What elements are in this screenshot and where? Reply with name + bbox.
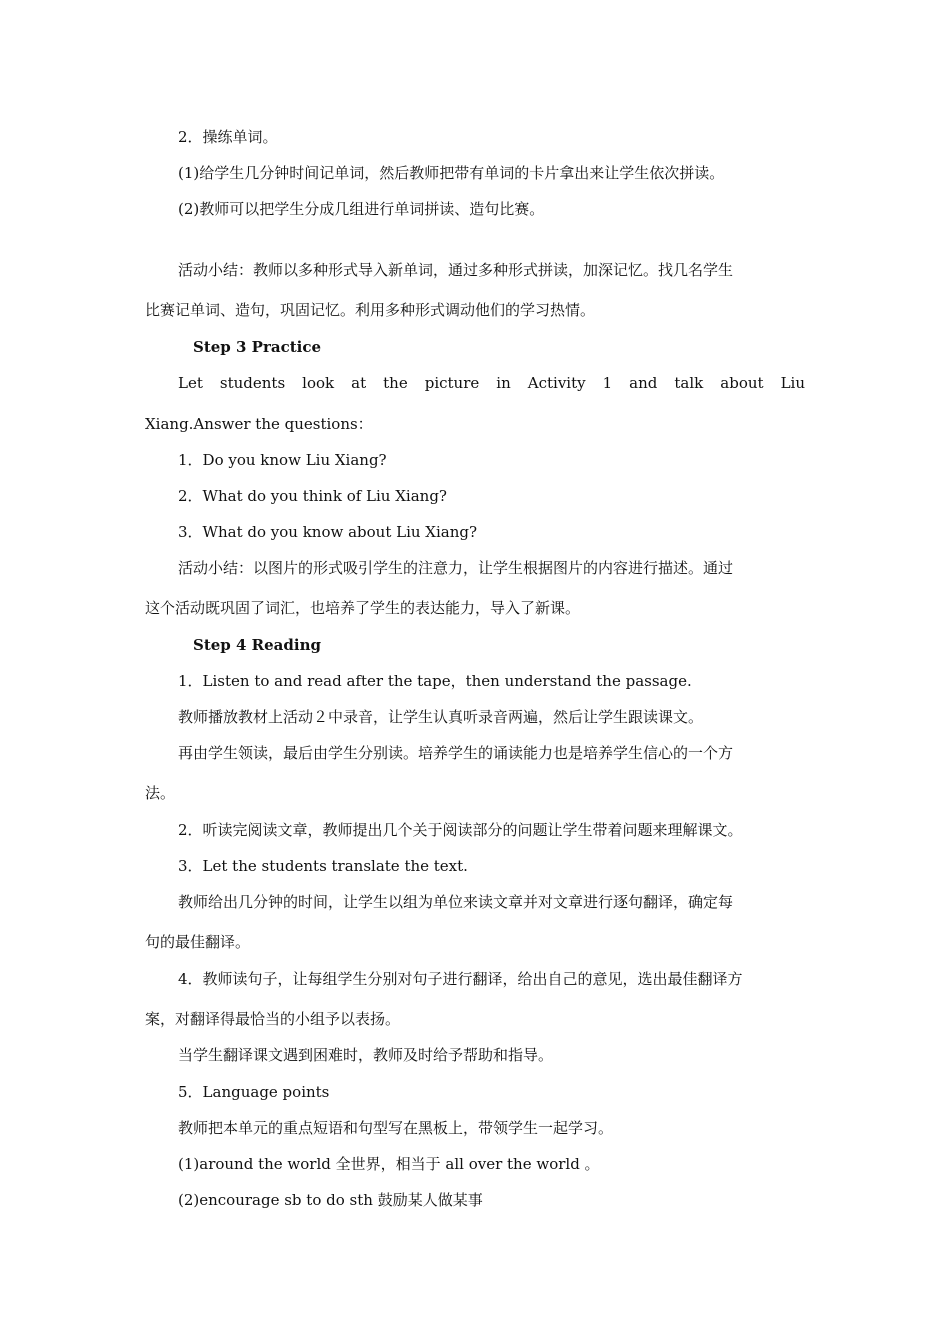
text-line: 当学生翻译课文遇到困难时，教师及时给予帮助和指导。 [178,1046,554,1064]
text-line: 教师播放教材上活动２中录音，让学生认真听录音两遍，然后让学生跟读课文。 [178,708,704,726]
text-line: 5．Language points [178,1083,330,1101]
text-line: 教师把本单元的重点短语和句型写在黑板上，带领学生一起学习。 [178,1119,614,1137]
text-line: 句的最佳翻译。 [145,933,251,951]
question-item: 2．What do you think of Liu Xiang? [178,487,447,505]
text-line: 3．Let the students translate the text. [178,857,468,875]
question-item: 1．Do you know Liu Xiang? [178,451,387,469]
text-line: 2．操练单词。 [178,128,278,146]
text-line: 1．Listen to and read after the tape，then understand the passage. [178,672,692,690]
text-line: 案，对翻译得最恰当的小组予以表扬。 [145,1010,401,1028]
section-heading-step3: Step 3 Practice [193,338,322,356]
text-line: 4．教师读句子，让每组学生分别对句子进行翻译，给出自己的意见，选出最佳翻译方 [178,970,743,988]
language-point-item: (2)encourage sb to do sth 鼓励某人做某事 [178,1191,483,1209]
section-heading-step4: Step 4 Reading [193,636,321,654]
language-point-item: (1)around the world 全世界，相当于 all over the world 。 [178,1155,600,1173]
text-line: 再由学生领读，最后由学生分别读。培养学生的诵读能力也是培养学生信心的一个方 [178,744,734,762]
activity-summary-line: 比赛记单词、造句，巩固记忆。利用多种形式调动他们的学习热情。 [145,301,596,319]
text-line: (1)给学生几分钟时间记单词，然后教师把带有单词的卡片拿出来让学生依次拼读。 [178,164,725,182]
text-line: 教师给出几分钟的时间，让学生以组为单位来读文章并对文章进行逐句翻译，确定每 [178,893,734,911]
activity-summary-line: 这个活动既巩固了词汇，也培养了学生的表达能力，导入了新课。 [145,599,581,617]
activity-summary-line: 活动小结：以图片的形式吸引学生的注意力，让学生根据图片的内容进行描述。通过 [178,559,734,577]
text-line: 法。 [145,784,176,802]
text-line: Let students look at the picture in Activity 1 and talk about Liu [178,374,805,392]
text-line: (2)教师可以把学生分成几组进行单词拼读、造句比赛。 [178,200,545,218]
text-line: 2．听读完阅读文章，教师提出几个关于阅读部分的问题让学生带着问题来理解课文。 [178,821,743,839]
activity-summary-line: 活动小结：教师以多种形式导入新单词，通过多种形式拼读，加深记忆。找几名学生 [178,261,734,279]
question-item: 3．What do you know about Liu Xiang? [178,523,478,541]
text-line: Xiang.Answer the questions： [145,415,373,433]
